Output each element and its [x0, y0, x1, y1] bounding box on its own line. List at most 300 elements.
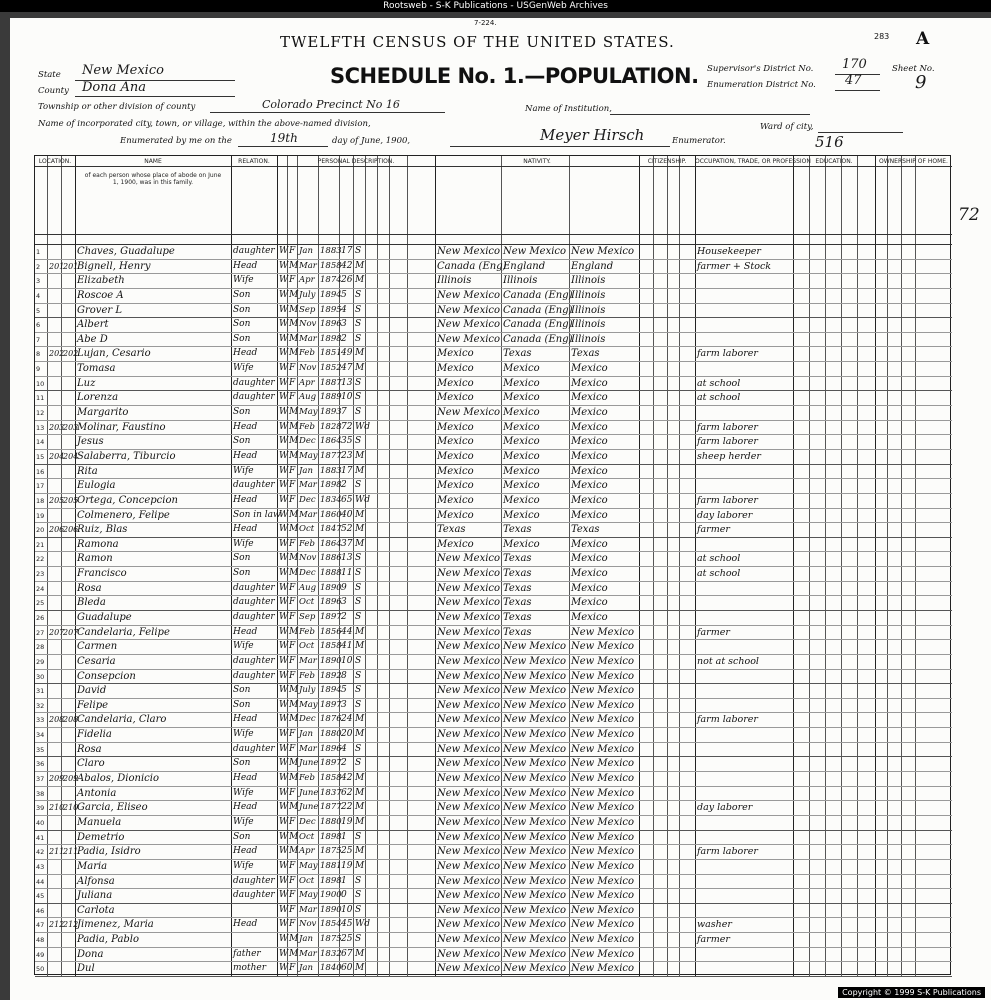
- cell-birth-year: 1897: [320, 699, 342, 710]
- cell-race: W: [279, 421, 289, 432]
- column-name: NAME: [144, 158, 162, 165]
- cell-occupation: day laborer: [697, 802, 753, 814]
- cell-name: Tomasa: [77, 363, 116, 375]
- cell-relation: daughter: [233, 890, 275, 901]
- cell-relation: Head: [233, 524, 258, 535]
- cell-mother-birthplace: Mexico: [571, 363, 608, 375]
- cell-age: 1: [341, 831, 347, 842]
- cell-marital: S: [355, 699, 362, 710]
- cell-race: W: [279, 948, 289, 959]
- cell-relation: daughter: [233, 670, 275, 681]
- cell-sex: M: [289, 421, 299, 432]
- cell-marital: S: [355, 377, 362, 388]
- column-citizenship: CITIZENSHIP.: [647, 158, 687, 165]
- cell-marital: M: [355, 860, 365, 871]
- row-number: 23: [36, 570, 45, 579]
- cell-name: Molinar, Faustino: [77, 421, 166, 433]
- cell-family: 209: [63, 774, 79, 784]
- cell-birth-month: Jan: [299, 729, 313, 740]
- cell-sex: F: [289, 890, 296, 901]
- cell-father-birthplace: New Mexico: [503, 875, 567, 887]
- cell-father-birthplace: New Mexico: [503, 699, 567, 711]
- cell-birth-month: Dec: [299, 714, 316, 725]
- row-number: 27: [36, 628, 45, 637]
- cell-race: W: [279, 904, 289, 915]
- cell-birthplace: Mexico: [437, 348, 474, 360]
- cell-birthplace: Mexico: [437, 494, 474, 506]
- cell-father-birthplace: New Mexico: [503, 904, 567, 916]
- cell-marital: S: [355, 304, 362, 315]
- cell-relation: daughter: [233, 377, 275, 388]
- cell-marital: M: [355, 846, 365, 857]
- cell-birth-year: 1888: [320, 568, 342, 579]
- cell-birth-month: May: [299, 860, 318, 871]
- cell-father-birthplace: Mexico: [503, 421, 540, 433]
- cell-marital: S: [355, 333, 362, 344]
- cell-birthplace: Mexico: [437, 480, 474, 492]
- cell-sex: M: [289, 553, 299, 564]
- cell-marital: S: [355, 480, 362, 491]
- cell-dwelling: 207: [49, 627, 65, 637]
- cell-birthplace: Mexico: [437, 538, 474, 550]
- cell-birth-month: Feb: [299, 670, 315, 681]
- cell-occupation: Housekeeper: [697, 246, 761, 257]
- cell-name: Jimenez, Maria: [77, 919, 154, 931]
- cell-name: Ortega, Concepcion: [77, 494, 178, 506]
- copyright-notice: Copyright © 1999 S-K Publications: [838, 987, 985, 998]
- enumeration-value: 47: [845, 73, 862, 88]
- cell-relation: Son: [233, 699, 251, 710]
- cell-birthplace: New Mexico: [437, 304, 501, 316]
- cell-birth-month: Jan: [299, 963, 313, 974]
- cell-father-birthplace: Canada (Eng): [503, 319, 573, 331]
- cell-name: Claro: [77, 758, 105, 770]
- cell-father-birthplace: New Mexico: [503, 773, 567, 785]
- cell-age: 52: [341, 524, 353, 535]
- row-number: 29: [36, 657, 45, 666]
- cell-age: 2: [341, 333, 347, 344]
- cell-race: W: [279, 714, 289, 725]
- cell-marital: S: [355, 246, 362, 256]
- column-relation: RELATION.: [238, 158, 270, 165]
- cell-relation: Wife: [233, 641, 254, 652]
- cell-name: Rosa: [77, 582, 102, 594]
- cell-name: Lujan, Cesario: [77, 348, 151, 360]
- cell-dwelling: 208: [49, 715, 65, 725]
- cell-birth-year: 1886: [320, 553, 342, 564]
- cell-age: 49: [341, 348, 353, 359]
- row-rule: [35, 976, 952, 977]
- cell-mother-birthplace: Mexico: [571, 582, 608, 594]
- cell-race: W: [279, 860, 289, 871]
- cell-marital: M: [355, 538, 365, 549]
- cell-age: 65: [341, 494, 353, 505]
- cell-name: Grover L: [77, 304, 122, 316]
- cell-relation: Son: [233, 319, 251, 330]
- cell-father-birthplace: Mexico: [503, 465, 540, 477]
- cell-father-birthplace: New Mexico: [503, 802, 567, 814]
- cell-age: 40: [341, 509, 353, 520]
- cell-relation: daughter: [233, 582, 275, 593]
- cell-marital: M: [355, 816, 365, 827]
- cell-mother-birthplace: New Mexico: [571, 773, 635, 785]
- cell-father-birthplace: Texas: [503, 626, 532, 638]
- row-number: 11: [36, 394, 45, 403]
- cell-age: 67: [341, 948, 353, 959]
- cell-relation: Son in law: [233, 509, 281, 520]
- cell-marital: M: [355, 260, 365, 271]
- cell-name: David: [77, 685, 107, 697]
- cell-birth-month: May: [299, 407, 318, 418]
- header-rule: [35, 166, 952, 167]
- enumerated-label: Enumerated by me on the: [120, 136, 232, 146]
- cell-father-birthplace: New Mexico: [503, 934, 567, 946]
- cell-race: W: [279, 655, 289, 666]
- cell-father-birthplace: New Mexico: [503, 655, 567, 667]
- cell-birthplace: Mexico: [437, 509, 474, 521]
- cell-birth-year: 1837: [320, 787, 342, 798]
- row-number: 4: [36, 291, 41, 300]
- cell-age: 2: [341, 758, 347, 769]
- cell-race: W: [279, 802, 289, 813]
- state-label: State: [38, 70, 61, 80]
- cell-sex: F: [289, 480, 296, 491]
- cell-father-birthplace: Mexico: [503, 509, 540, 521]
- sheet-label: Sheet No.: [892, 64, 935, 74]
- cell-sex: M: [289, 524, 299, 535]
- cell-birth-month: Mar: [299, 904, 317, 915]
- cell-race: W: [279, 275, 289, 286]
- cell-age: 42: [341, 773, 353, 784]
- cell-race: W: [279, 333, 289, 344]
- cell-birth-year: 1875: [320, 934, 342, 945]
- cell-father-birthplace: Canada (Eng): [503, 333, 573, 345]
- cell-name: Ramona: [77, 538, 119, 550]
- cell-sex: F: [289, 641, 296, 652]
- cell-relation: Son: [233, 831, 251, 842]
- cell-mother-birthplace: Texas: [571, 524, 600, 536]
- cell-name: Eulogia: [77, 480, 116, 492]
- county-label: County: [38, 86, 69, 96]
- cell-birth-year: 1881: [320, 860, 342, 871]
- cell-dwelling: 209: [49, 774, 65, 784]
- scan-edge-left: [0, 12, 10, 1000]
- cell-birth-month: Dec: [299, 568, 316, 579]
- cell-sex: M: [289, 831, 299, 842]
- cell-age: 13: [341, 377, 353, 388]
- cell-name: Carmen: [77, 641, 118, 653]
- cell-age: 1: [341, 875, 347, 886]
- cell-mother-birthplace: Texas: [571, 348, 600, 360]
- stamp-number: 516: [815, 133, 844, 151]
- cell-name: Candelaria, Claro: [77, 714, 167, 726]
- cell-relation: Head: [233, 714, 258, 725]
- row-number: 3: [36, 277, 41, 286]
- cell-race: W: [279, 319, 289, 330]
- ward-label: Ward of city,: [760, 122, 814, 132]
- cell-occupation: sheep herder: [697, 450, 761, 462]
- cell-marital: Wd: [355, 919, 371, 930]
- cell-occupation: not at school: [697, 655, 759, 667]
- cell-race: W: [279, 246, 289, 256]
- cell-birth-month: Feb: [299, 773, 315, 784]
- row-number: 15: [36, 452, 45, 461]
- cell-birthplace: New Mexico: [437, 919, 501, 931]
- cell-birthplace: New Mexico: [437, 626, 501, 638]
- cell-father-birthplace: Mexico: [503, 377, 540, 389]
- cell-race: W: [279, 641, 289, 652]
- cell-race: W: [279, 758, 289, 769]
- cell-relation: Son: [233, 407, 251, 418]
- cell-marital: S: [355, 758, 362, 769]
- cell-birth-year: 1880: [320, 816, 342, 827]
- cell-sex: F: [289, 612, 296, 622]
- cell-birth-month: Mar: [299, 333, 317, 344]
- cell-mother-birthplace: New Mexico: [571, 904, 635, 916]
- cell-name: Dul: [77, 963, 95, 975]
- cell-father-birthplace: Canada (Eng): [503, 289, 573, 301]
- cell-race: W: [279, 392, 289, 403]
- cell-birth-month: Oct: [299, 524, 315, 535]
- cell-age: 35: [341, 436, 353, 447]
- cell-birthplace: New Mexico: [437, 685, 501, 697]
- cell-birthplace: Mexico: [437, 421, 474, 433]
- row-number: 17: [36, 482, 45, 491]
- cell-race: W: [279, 685, 289, 696]
- cell-sex: M: [289, 758, 299, 769]
- cell-sex: M: [289, 407, 299, 418]
- cell-age: 5: [341, 685, 347, 696]
- cell-marital: M: [355, 948, 365, 959]
- cell-birthplace: New Mexico: [437, 831, 501, 843]
- cell-sex: M: [289, 509, 299, 520]
- cell-birth-month: May: [299, 890, 318, 901]
- cell-dwelling: 212: [49, 920, 65, 930]
- cell-birth-year: 1854: [320, 919, 342, 930]
- cell-family: 211: [63, 847, 79, 857]
- cell-father-birthplace: New Mexico: [503, 641, 567, 653]
- enumeration-label: Enumeration District No.: [707, 80, 816, 90]
- cell-mother-birthplace: New Mexico: [571, 948, 635, 960]
- cell-age: 3: [341, 699, 347, 710]
- population-table: [34, 155, 951, 975]
- cell-name: Abe D: [77, 333, 108, 345]
- cell-age: 20: [341, 729, 353, 740]
- cell-sex: M: [289, 714, 299, 725]
- sheet-letter: A: [916, 29, 930, 49]
- cell-race: W: [279, 743, 289, 754]
- cell-name: Colmenero, Felipe: [77, 509, 170, 521]
- state-value: New Mexico: [82, 63, 164, 78]
- cell-birth-month: Feb: [299, 626, 315, 637]
- cell-age: 22: [341, 802, 353, 813]
- cell-birth-month: Oct: [299, 875, 315, 886]
- cell-birthplace: New Mexico: [437, 890, 501, 902]
- cell-age: 9: [341, 582, 347, 593]
- cell-marital: S: [355, 392, 362, 403]
- cell-birth-month: Mar: [299, 509, 317, 520]
- cell-dwelling: 201: [49, 261, 65, 271]
- row-number: 45: [36, 892, 45, 901]
- township-value: Colorado Precinct No 16: [262, 98, 400, 111]
- cell-birthplace: New Mexico: [437, 904, 501, 916]
- cell-father-birthplace: Illinois: [503, 275, 538, 287]
- cell-race: W: [279, 553, 289, 564]
- cell-birthplace: New Mexico: [437, 289, 501, 301]
- cell-sex: F: [289, 465, 296, 476]
- cell-name: Roscoe A: [77, 289, 124, 301]
- cell-marital: S: [355, 670, 362, 681]
- cell-birth-month: Jan: [299, 465, 313, 476]
- cell-birth-year: 1892: [320, 670, 342, 681]
- cell-race: W: [279, 304, 289, 315]
- cell-birthplace: New Mexico: [437, 816, 501, 828]
- cell-age: 2: [341, 480, 347, 491]
- cell-marital: M: [355, 275, 365, 286]
- cell-birthplace: New Mexico: [437, 729, 501, 741]
- cell-relation: Wife: [233, 860, 254, 871]
- cell-birth-year: 1894: [320, 685, 342, 696]
- cell-birth-year: 1897: [320, 612, 342, 622]
- cell-race: W: [279, 524, 289, 535]
- cell-sex: F: [289, 275, 296, 286]
- cell-marital: M: [355, 509, 365, 520]
- cell-birth-year: 1898: [320, 480, 342, 491]
- cell-sex: F: [289, 494, 296, 505]
- cell-sex: M: [289, 333, 299, 344]
- cell-mother-birthplace: Mexico: [571, 377, 608, 389]
- cell-race: W: [279, 626, 289, 637]
- cell-race: W: [279, 934, 289, 945]
- enumerator-label: Enumerator.: [672, 136, 726, 146]
- cell-age: 7: [341, 407, 347, 418]
- cell-father-birthplace: Mexico: [503, 407, 540, 419]
- cell-age: 72: [341, 421, 353, 432]
- cell-marital: S: [355, 597, 362, 608]
- cell-sex: M: [289, 948, 299, 959]
- cell-marital: S: [355, 407, 362, 418]
- cell-mother-birthplace: Mexico: [571, 450, 608, 462]
- column-personal: PERSONAL DESCRIPTION.: [317, 158, 395, 165]
- cell-birth-month: Jan: [299, 934, 313, 945]
- cell-relation: Son: [233, 436, 251, 447]
- cell-birthplace: New Mexico: [437, 934, 501, 946]
- cell-name: Salaberra, Tiburcio: [77, 450, 176, 462]
- cell-father-birthplace: Texas: [503, 348, 532, 360]
- row-number: 41: [36, 833, 45, 842]
- row-number: 48: [36, 936, 45, 945]
- cell-age: 19: [341, 816, 353, 827]
- cell-age: 4: [341, 743, 347, 754]
- cell-birth-year: 1883: [320, 246, 342, 256]
- cell-marital: M: [355, 363, 365, 374]
- cell-father-birthplace: Texas: [503, 582, 532, 594]
- cell-name: Ruiz, Blas: [77, 524, 128, 536]
- row-number: 33: [36, 716, 45, 725]
- day-of-month: day of June, 1900,: [332, 136, 411, 146]
- cell-race: W: [279, 348, 289, 359]
- row-number: 12: [36, 409, 45, 418]
- row-number: 37: [36, 775, 45, 784]
- county-value: Dona Ana: [82, 80, 147, 95]
- cell-name: Maria: [77, 860, 108, 872]
- column-education: EDUCATION.: [815, 158, 853, 165]
- cell-sex: M: [289, 304, 299, 315]
- cell-birth-month: Sep: [299, 304, 316, 315]
- cell-sex: M: [289, 773, 299, 784]
- cell-marital: Wd: [355, 494, 371, 505]
- cell-mother-birthplace: Mexico: [571, 509, 608, 521]
- cell-race: W: [279, 538, 289, 549]
- cell-relation: Head: [233, 260, 258, 271]
- cell-mother-birthplace: New Mexico: [571, 934, 635, 946]
- cell-mother-birthplace: New Mexico: [571, 626, 635, 638]
- cell-birth-year: 1890: [320, 655, 342, 666]
- cell-birth-month: Aug: [299, 582, 317, 593]
- cell-mother-birthplace: New Mexico: [571, 729, 635, 741]
- cell-birthplace: Texas: [437, 524, 466, 536]
- cell-sex: F: [289, 670, 296, 681]
- cell-mother-birthplace: Illinois: [571, 319, 606, 331]
- cell-birth-year: 1858: [320, 260, 342, 271]
- cell-race: W: [279, 729, 289, 740]
- cell-occupation: farmer: [697, 626, 730, 638]
- cell-sex: F: [289, 963, 296, 974]
- cell-birthplace: New Mexico: [437, 612, 501, 623]
- cell-birth-year: 1858: [320, 773, 342, 784]
- row-number: 31: [36, 687, 45, 696]
- cell-family: 208: [63, 715, 79, 725]
- cell-birth-month: Oct: [299, 597, 315, 608]
- cell-age: 2: [341, 612, 347, 622]
- cell-age: 17: [341, 465, 353, 476]
- incorporated-label: Name of incorporated city, town, or village, within the above-named division,: [38, 119, 371, 129]
- sheet-page-number: 283: [874, 32, 890, 41]
- cell-age: 42: [341, 260, 353, 271]
- cell-birth-month: Oct: [299, 831, 315, 842]
- cell-mother-birthplace: New Mexico: [571, 846, 635, 858]
- cell-mother-birthplace: New Mexico: [571, 714, 635, 726]
- cell-race: W: [279, 450, 289, 461]
- cell-mother-birthplace: Illinois: [571, 289, 606, 301]
- cell-name: Manuela: [77, 816, 122, 828]
- cell-family: 212: [63, 920, 79, 930]
- cell-birthplace: New Mexico: [437, 641, 501, 653]
- cell-mother-birthplace: New Mexico: [571, 787, 635, 799]
- cell-birth-year: 1858: [320, 641, 342, 652]
- census-title: TWELFTH CENSUS OF THE UNITED STATES.: [280, 33, 675, 51]
- row-number: 44: [36, 877, 45, 886]
- row-number: 5: [36, 306, 41, 315]
- cell-sex: F: [289, 919, 296, 930]
- cell-birthplace: New Mexico: [437, 655, 501, 667]
- cell-race: W: [279, 846, 289, 857]
- cell-birth-year: 1896: [320, 743, 342, 754]
- row-number: 39: [36, 804, 45, 813]
- schedule-title: SCHEDULE No. 1.—POPULATION.: [330, 64, 699, 88]
- cell-relation: daughter: [233, 246, 275, 256]
- cell-birthplace: Mexico: [437, 465, 474, 477]
- cell-relation: daughter: [233, 743, 275, 754]
- cell-birthplace: New Mexico: [437, 846, 501, 858]
- cell-family: 205: [63, 495, 79, 505]
- cell-birthplace: Mexico: [437, 392, 474, 404]
- cell-mother-birthplace: New Mexico: [571, 875, 635, 887]
- cell-family: 202: [63, 349, 79, 359]
- row-number: 20: [36, 526, 45, 535]
- cell-race: W: [279, 480, 289, 491]
- cell-mother-birthplace: New Mexico: [571, 816, 635, 828]
